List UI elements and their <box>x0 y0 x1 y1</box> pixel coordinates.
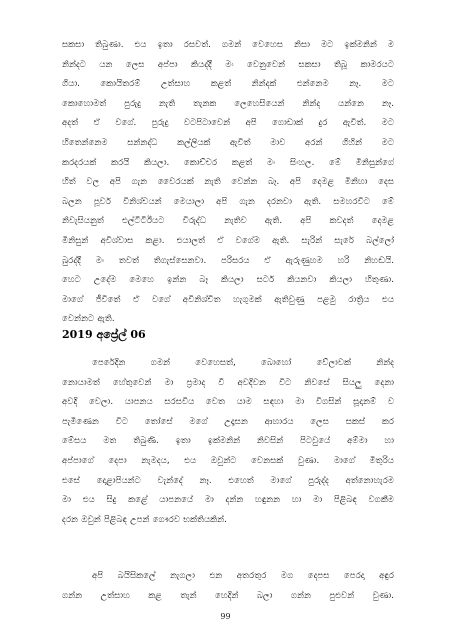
text-line: අවදි වෙලා. යාපනය සරසවිය වෙත යාම සඳහා මා විගසින් සූදානම් ව <box>62 397 394 408</box>
text-line: මා එය සිදු කළේ යාපනයේ මා දන්න හඳුනන හා මා පිළිබඳ වගකීම <box>62 495 394 506</box>
paragraph-3 <box>62 567 394 606</box>
text-line: වෙන්නට ඇති. <box>62 314 115 325</box>
text-line: අදත් ඒ වගේ. පුරුදු වටපිටාවෙන් අපි ගොඩාක් දුර ඇවිත්. මට <box>62 118 394 129</box>
text-line: අපි බයිසිකලේ නැගලා එන අතරතුර මග දෙපස පෙරදා අඳුර <box>92 571 394 581</box>
text-line: ගියා. කොයිතරම් උත්සාහ කළත් නින්දක් එන්නෙම නෑ. මට <box>62 79 394 90</box>
text-line: අප්පාගේ දෙපා නැමදය, එය ඔවුන්ට වෙනසක් වුණා. මාගේ මිතුරිය <box>62 455 394 466</box>
text-line: හිතෙන්නෙම සන්නද්ධ කල්ලියක් ඇවිත් මාව අරන් ගිහින් මට <box>62 137 394 148</box>
text-line: බුරද්දී මං තවත් තිගැස්සෙනවා. පරිසරය ඒ ඇරුණුහම හරි නිහඬයි. <box>62 255 394 266</box>
text-line: හිත් වල අපි ගැන වෛරයක් නැති වෙන්න බෑ. අපි දෙමළ මිනිහා දෙස <box>62 177 394 188</box>
text-line: කරදරයක් කරයි කියලා. කොච්චර කළත් මං සිංහල. මේ මිනිසුන්ගේ <box>62 157 394 168</box>
text-line: නොයාමත් හේතුවෙන් මා ප්‍රමාද වී අවදිවන විට නිවසේ සියලු දෙනා <box>62 377 394 388</box>
text-line: කොහොමත් පුරුදු නැති තැනක ලෙහෙසියෙන් නින්ද යන්නෙ නෑ. <box>62 98 394 109</box>
text-line: ගන්න උත්සාහ කළ තැන් හෙදින් බලා ගන්න පුළුවන් වුණා. <box>62 590 394 601</box>
date-heading: 2019 අප්‍රේල් 06 <box>62 328 146 341</box>
text-line: දරන ඔවුන් පිළිබඳ උපන් ගෞරව භක්තියකින්. <box>62 514 227 525</box>
text-line: මේසය මත තිබුණි. ඉතා ඉක්මනින් නිවසින් පිටවුයේ අම්මා හා <box>62 436 394 447</box>
page-number: 99 <box>220 612 231 621</box>
text-line: පැමිණෙන විට තෝසේ මගේ උදෑසන ආහාරය ලෙස සකස් කර <box>62 416 394 427</box>
text-line: එසේ දොළාපියන්ට වැන්දේ නෑ. එහෙත් මාගේ පුරුද්ද අත්නොහැරම <box>62 475 394 486</box>
text-line: මිනිසුන් අවිශ්වාස කළා. එයාලත් ඒ වගේම ඇති. සැරින් සැරේ බල්ලෝ <box>62 235 394 246</box>
paragraph-2 <box>62 354 394 530</box>
text-line: හෙට උදේම මෙහෙ ඉන්න බෑ කියලා සර්ට කියනවා කියලා හිතුණා. <box>62 275 394 286</box>
paragraph-1 <box>62 36 394 330</box>
text-line: බලන පූර්ව විනිශ්චයන් මෙයාලා අපි ගැන දරනවා ඇති. සමහරවිට මේ <box>62 196 394 207</box>
text-line: නින්දට යන ලෙස අප්පා කියද්දී මං වෙනුවෙන් සකසා තිබූ කාමරයට <box>62 59 394 70</box>
text-line: නිවැසියනුත් එල්ටීටීඊයට විරුද්ධ නැතිව ඇති. අපි කවදත් දෙමළ <box>62 216 394 227</box>
text-line: මාගේ ජීවිතේ ඒ වගේ අවිනිශ්චිත හැගුමක් ඇතිවුණු පළමු රාත්‍රිය එය <box>62 294 394 305</box>
text-line: පෙරේදින ගමන් වෙහෙසත්, බොහෝ වේලාවක් නින්ද <box>92 358 394 368</box>
text-line: සකසා තිබුණා. එය ඉතා රසවත්. ගමන් වෙහෙස නිසා මට ඉක්මනින් ම <box>62 40 394 50</box>
